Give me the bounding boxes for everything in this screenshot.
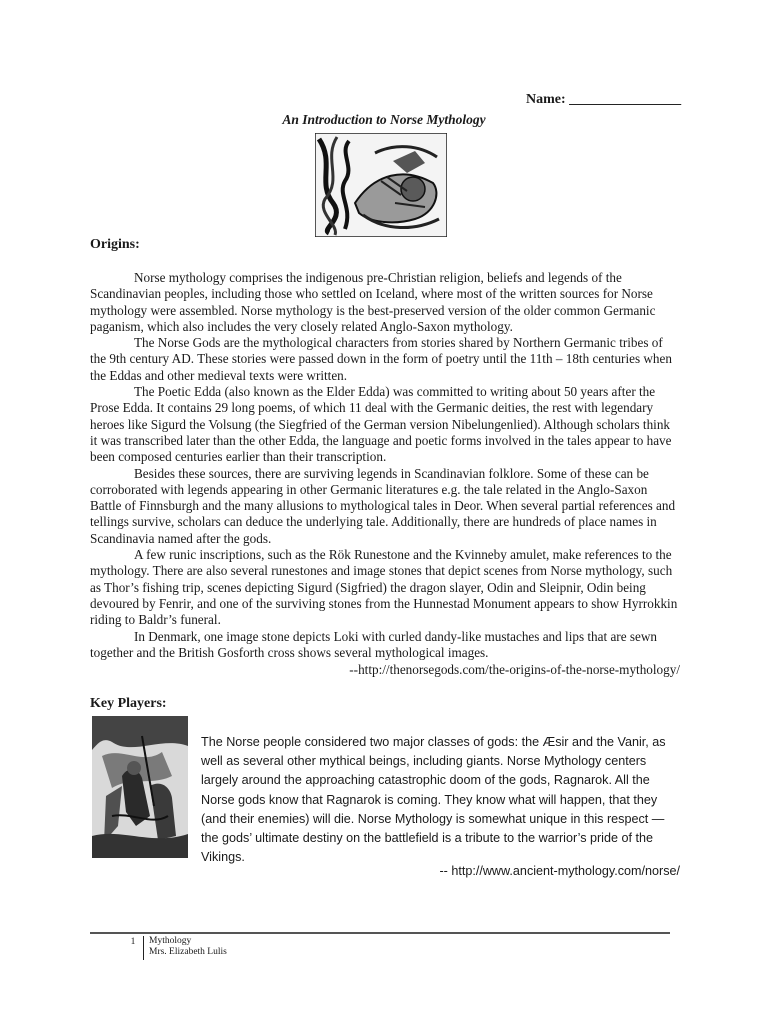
origins-paragraph: The Poetic Edda (also known as the Elder Edda) was committed to writing about 50 years after the Prose Edda. It contains 29 long poems, of which 11 deal with the Germanic deities, the rest with legendary heroes like Sigurd the Volsung (the Siegfried of the German version Nibelungenlied). Although scholars think it was transcribed later than the other Edda, the language and poetic forms involved in the tales appear to have been composed centuries earlier than their transcription. — [90, 384, 672, 465]
norse-warriors-illustration — [92, 716, 188, 858]
page-number: 1 — [130, 937, 136, 947]
origins-paragraph: A few runic inscriptions, such as the Rök Runestone and the Kvinneby amulet, make references to the mythology. There are also several runestones and image stones that depict scenes from Norse mythology, such as Thor’s fishing trip, scenes depicting Sigurd (Sigfried) the dragon slayer, Odin and Sleipnir, Odin being devoured by Fenrir, and one of the surviving stones from the Hunnestad Monument appears to show Hyrrokkin riding to Baldr’s funeral. — [90, 547, 678, 628]
footer-rule — [90, 932, 670, 934]
footer-course: Mythology — [149, 936, 192, 946]
origins-paragraph: Norse mythology comprises the indigenous pre-Christian religion, beliefs and legends of the Scandinavian peoples, including those who settled on Iceland, where most of the written sources for Norse mythology were assembled. Norse mythology is the best-preserved version of the older common Germanic paganism, which also includes the very closely related Anglo-Saxon mythology. — [90, 270, 656, 334]
origins-body — [90, 270, 680, 661]
origins-paragraph: In Denmark, one image stone depicts Loki with curled dandy-like mustaches and lips that are sewn together and the British Gosforth cross shows several mythological images. — [90, 628, 657, 660]
origins-paragraph: Besides these sources, there are surviving legends in Scandinavian folklore. Some of these can be corroborated with legends appearing in other Germanic literatures e.g. the tale related in the Anglo-Saxon Battle of Finnsburgh and the many allusions to mythological tales in Deor. When several partial references and tellings survive, scholars can deduce the underlying tale. Additionally, there are hundreds of place names in Scandinavia named after the gods. — [90, 465, 676, 546]
name-field-label: Name: ________________ — [526, 92, 682, 107]
origins-source-citation: --http://thenorsegods.com/the-origins-of-the-norse-mythology/ — [349, 662, 680, 677]
document-title: An Introduction to Norse Mythology — [282, 112, 486, 127]
origins-paragraph: The Norse Gods are the mythological characters from stories shared by Northern Germanic tribes of the 9th century AD. These stories were passed down in the form of poetry until the 11th – 18th centuries when the Eddas and other medieval texts were written. — [90, 335, 672, 383]
footer-divider — [143, 936, 144, 960]
key-players-body: The Norse people considered two major classes of gods: the Æsir and the Vanir, as well as several other mythical beings, including giants. Norse Mythology centers largely around the approaching catastrophic doom of the gods, Ragnarok. All the Norse gods know that Ragnarok is coming. They know what will happen, that they (and their enemies) will die. Norse Mythology is somewhat unique in this respect — the gods’ ultimate destiny on the battlefield is a tribute to the warrior’s pride of the Vikings. — [201, 735, 666, 865]
origins-heading: Origins: — [90, 237, 140, 252]
key-players-source-citation: -- http://www.ancient-mythology.com/norse/ — [439, 864, 680, 878]
key-players-heading: Key Players: — [90, 696, 167, 711]
footer-teacher: Mrs. Elizabeth Lulis — [149, 947, 227, 957]
footer-text — [149, 936, 227, 958]
norse-knotwork-illustration — [315, 133, 447, 237]
